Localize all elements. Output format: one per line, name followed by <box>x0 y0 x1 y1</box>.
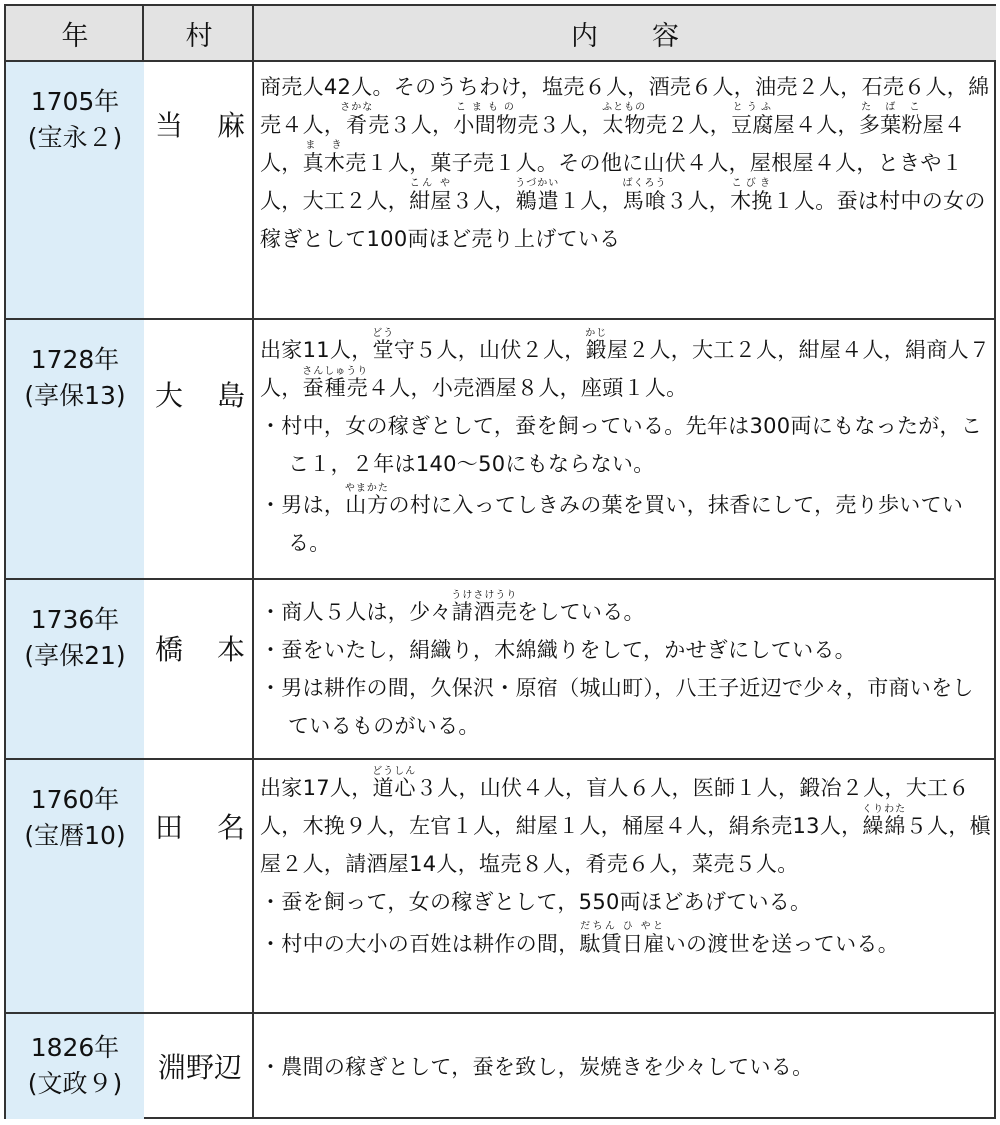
content-text: 出家11人，堂どう守５人，山伏２人，鍛かじ屋２人，大工２人，紺屋４人，絹商人７人，蚕種売さんしゅうり４人，小売酒屋８人，座頭１人。 <box>260 328 991 400</box>
list-item: ・農間の稼ぎとして，蚕を致し，炭焼きを少々している。 <box>260 1055 814 1079</box>
table-row-year <box>6 62 144 318</box>
list-item: ・村中の大小の百姓は耕作の間，駄賃日雇だちん ひ やといの渡世を送っている。 <box>260 921 900 956</box>
era-label: (宝暦10) <box>24 821 126 850</box>
content-cell <box>260 328 994 576</box>
content-text: 出家17人，道心どうしん３人，山伏４人，盲人６人，医師１人，鍛冶２人，大工６人，木挽９人，左官１人，紺屋１人，桶屋４人，絹糸売13人，繰綿くりわた５人，槇屋２人，請酒屋14人，塩売８人，肴売６人，菜売５人。 <box>260 766 991 876</box>
row-divider <box>6 1012 994 1014</box>
year-label: 1760年 <box>30 785 120 814</box>
row-divider <box>6 318 994 320</box>
list-item: ・男は，山方やまかたの村に入ってしきみの葉を買い，抹香にして，売り歩いている。 <box>260 483 964 555</box>
year-label: 1736年 <box>30 605 120 634</box>
era-label: (宝永２) <box>27 123 123 152</box>
table-row-year <box>6 580 144 758</box>
content-text: 商売人42人。そのうちわけ，塩売６人，酒売６人，油売２人，石売６人，綿売４人，肴さかな売３人，小間物こまもの売３人，太物ふともの売２人，豆腐とうふ屋４人，多葉粉た ば こ屋４人，真木ま き売１人，菓子売１人。その他に山伏４人，屋根屋４人，ときや１人，大工２人，紺屋こん や３人，鵜遣うづかい１人，馬喰ばくろう３人，木挽こびき１人。蚕は村中の女の稼ぎとして100両ほど売り上げている <box>260 75 990 251</box>
era-label: (享保13) <box>24 381 126 410</box>
header-year: 年 <box>6 6 144 62</box>
village-name: 田 名 <box>155 811 245 844</box>
list-item: ・村中，女の稼ぎとして，蚕を飼っている。先年は300両にもなったが，ここ１，２年は140〜50にもならない。 <box>260 414 983 476</box>
list-item: ・蚕をいたし，絹織り，木綿織りをして，かせぎにしている。 <box>260 638 856 662</box>
village-name: 橋 本 <box>155 633 245 666</box>
era-label: (享保21) <box>24 641 126 670</box>
content-cell <box>260 766 994 1010</box>
table-row-year <box>6 1014 144 1119</box>
table-row-year <box>6 320 144 578</box>
list-item: ・商人５人は，少々請酒売うけさけうりをしている。 <box>260 590 645 624</box>
row-divider <box>6 578 994 580</box>
table-row-year <box>6 760 144 1012</box>
table <box>4 4 996 1119</box>
village-name: 淵野辺 <box>157 1051 242 1084</box>
year-label: 1705年 <box>30 87 120 116</box>
row-divider <box>6 758 994 760</box>
year-label: 1826年 <box>30 1033 120 1062</box>
year-label: 1728年 <box>30 345 120 374</box>
content-cell <box>260 1048 994 1088</box>
header-village: 村 <box>144 6 254 62</box>
village-name: 当 麻 <box>155 109 245 142</box>
header-content: 内 容 <box>254 6 996 62</box>
content-cell <box>260 68 994 316</box>
column-divider <box>252 6 254 1117</box>
era-label: (文政９) <box>27 1069 123 1098</box>
village-name: 大 島 <box>155 379 245 412</box>
list-item: ・男は耕作の間，久保沢・原宿（城山町），八王子近辺で少々，市商いをしているものがいる。 <box>260 676 974 738</box>
list-item: ・蚕を飼って，女の稼ぎとして，550両ほどあげている。 <box>260 890 812 914</box>
content-cell <box>260 590 994 756</box>
